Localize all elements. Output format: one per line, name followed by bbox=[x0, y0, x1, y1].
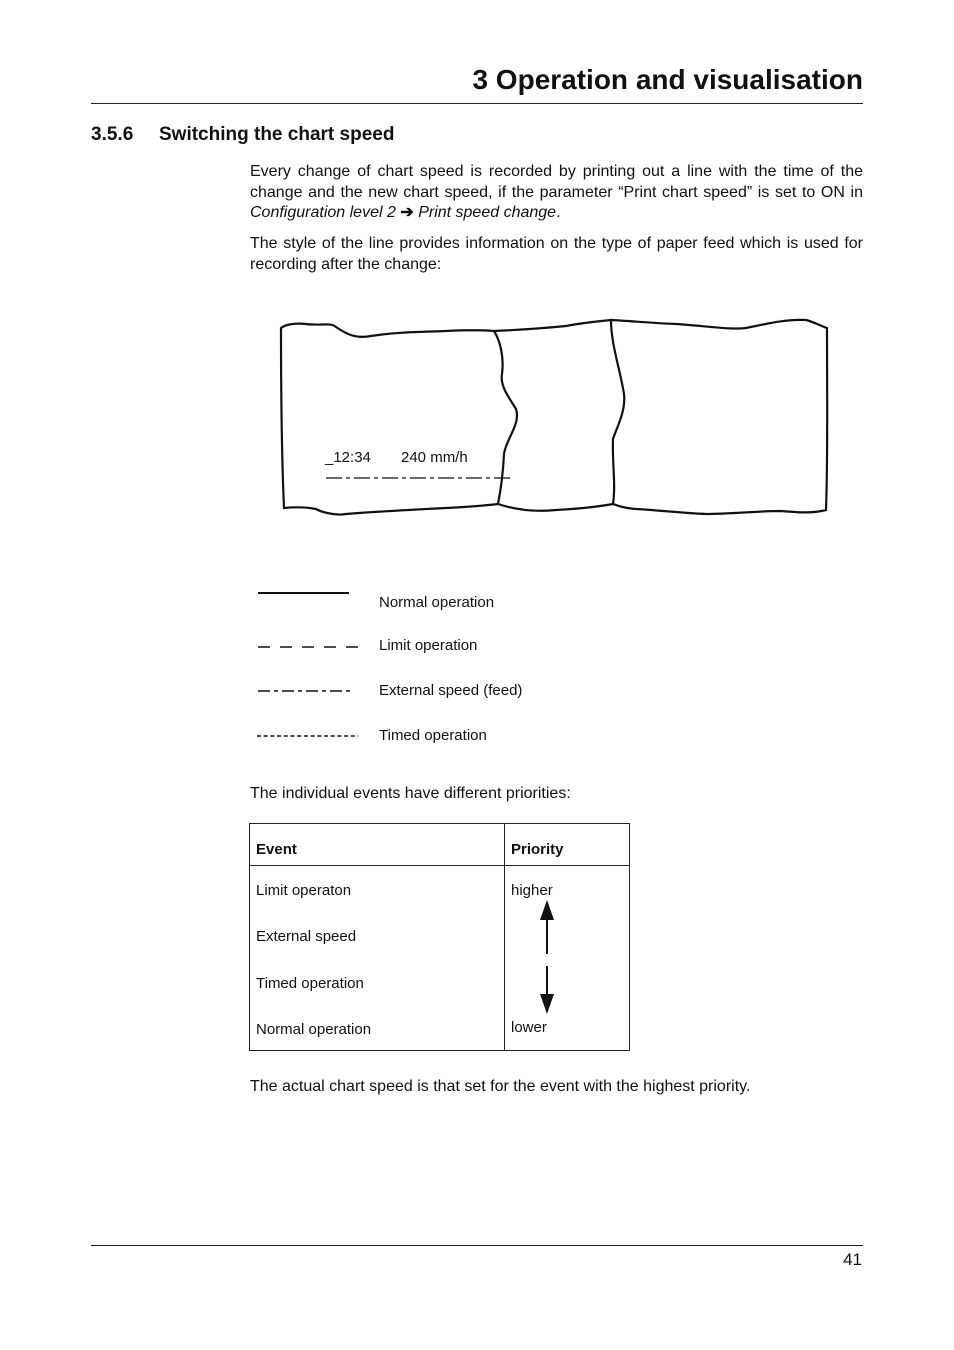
legend-label-timed: Timed operation bbox=[379, 727, 487, 744]
event-limit: Limit operaton bbox=[256, 882, 352, 899]
paper-middle-piece bbox=[494, 320, 624, 511]
event-timed: Timed operation bbox=[256, 975, 364, 992]
event-external: External speed bbox=[256, 928, 357, 945]
conclusion-text: The actual chart speed is that set for the event with the highest priority. bbox=[250, 1078, 751, 1095]
header-rule bbox=[91, 103, 863, 104]
chapter-title: 3 Operation and visualisation bbox=[472, 64, 863, 95]
intro-text: Every change of chart speed is recorded by printing out a line with the time of the change and the new chart speed, if the parameter “Print chart speed” is set to ON in bbox=[250, 163, 863, 201]
priority-higher: higher bbox=[511, 882, 553, 899]
event-normal: Normal operation bbox=[256, 1021, 372, 1038]
table-header-row bbox=[250, 824, 630, 866]
footer-rule bbox=[91, 1245, 863, 1246]
priorities-intro: The individual events have different priorities: bbox=[250, 785, 571, 802]
priority-lower: lower bbox=[511, 1019, 547, 1036]
priority-arrows-icon bbox=[535, 900, 559, 1016]
path-arrow-icon: ➔ bbox=[400, 204, 414, 221]
section-title: Switching the chart speed bbox=[159, 124, 395, 145]
legend-line-normal bbox=[256, 583, 360, 603]
priority-cell bbox=[505, 866, 630, 1051]
header-priority: Priority bbox=[505, 824, 630, 866]
time-label: _12:34 bbox=[325, 449, 371, 466]
paper-left-piece bbox=[281, 324, 517, 515]
events-cell bbox=[250, 866, 505, 1051]
section-number: 3.5.6 bbox=[91, 124, 134, 145]
intro-paragraph-1 bbox=[250, 162, 863, 224]
legend-line-timed bbox=[256, 726, 360, 746]
legend-label-normal: Normal operation bbox=[379, 594, 495, 611]
legend-label-limit: Limit operation bbox=[379, 637, 478, 654]
legend-line-limit bbox=[256, 637, 360, 657]
header-event: Event bbox=[250, 824, 505, 866]
paper-right-piece bbox=[611, 320, 827, 514]
intro-paragraph-2: The style of the line provides information on the type of paper feed which is used for recording after the change: bbox=[250, 235, 863, 273]
speed-label: 240 mm/h bbox=[401, 449, 468, 466]
chart-paper-diagram bbox=[276, 314, 832, 524]
priority-table bbox=[249, 823, 630, 1051]
intro-end: . bbox=[556, 204, 561, 221]
legend-line-external bbox=[256, 681, 360, 701]
config-level-path: Configuration level 2 bbox=[250, 204, 396, 221]
legend-label-external: External speed (feed) bbox=[379, 682, 523, 699]
table-row bbox=[250, 866, 630, 1051]
page-number: 41 bbox=[843, 1250, 862, 1269]
print-speed-change-path: Print speed change bbox=[418, 204, 557, 221]
